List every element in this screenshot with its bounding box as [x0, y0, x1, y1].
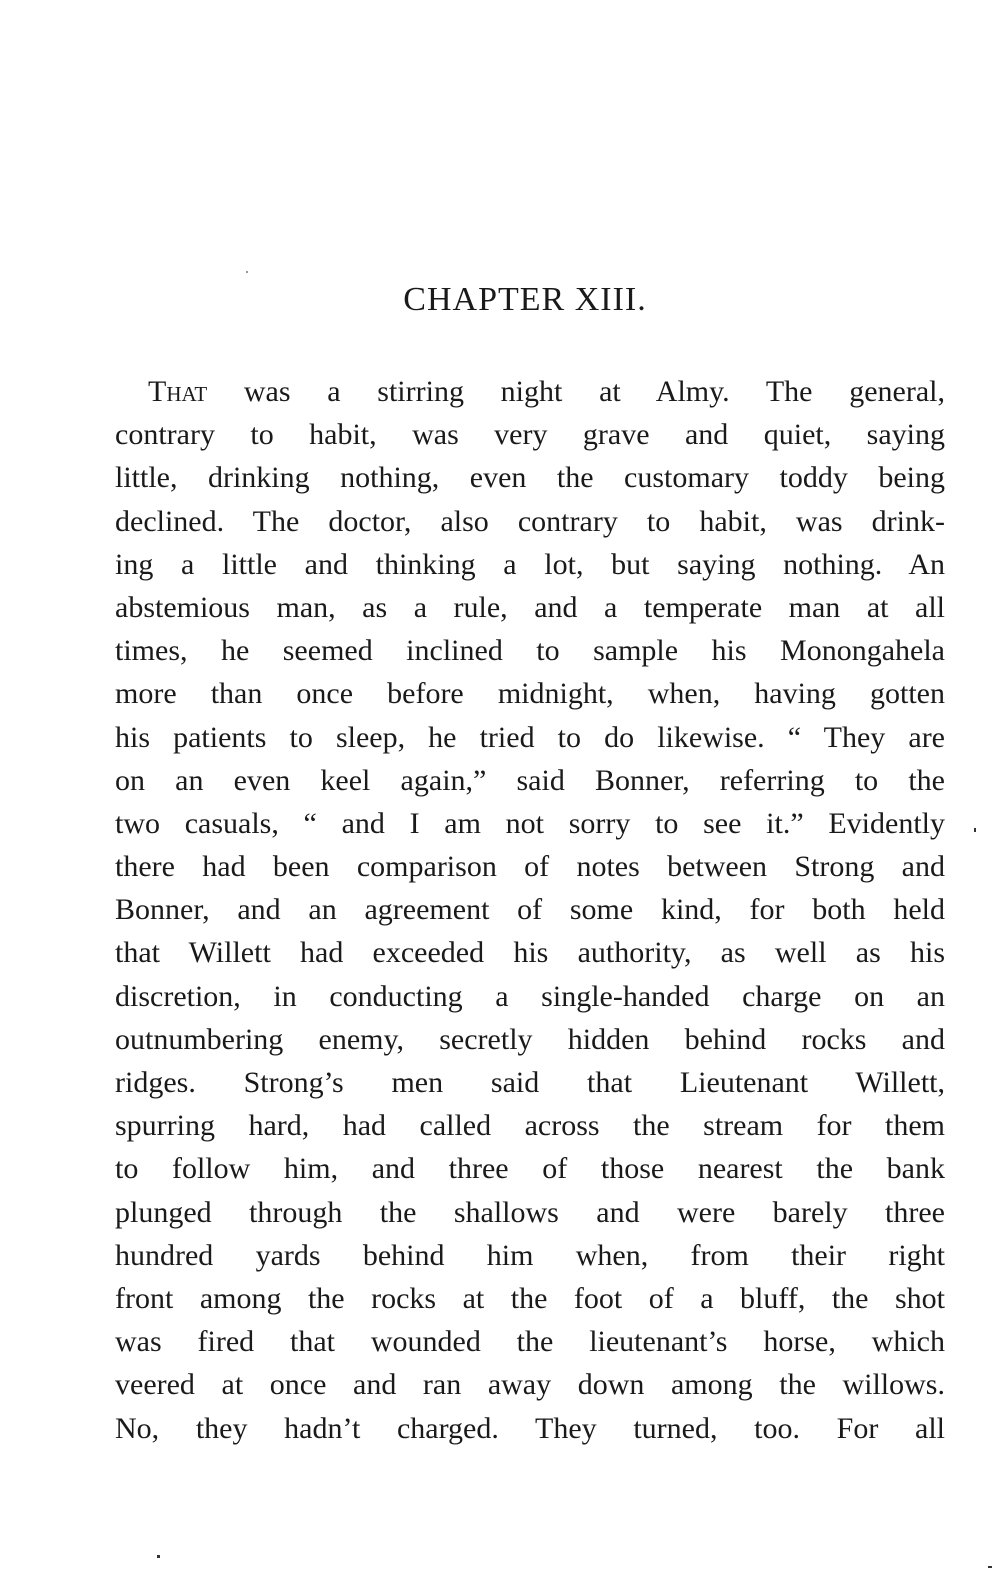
body-text — [115, 370, 945, 1450]
text-line: was fired that wounded the lieutenant’s horse, which — [115, 1325, 945, 1359]
text-line: Bonner, and an agreement of some kind, for both held — [115, 893, 945, 927]
text-line: outnumbering enemy, secretly hidden behind rocks and — [115, 1022, 945, 1056]
text-line: on an even keel again,” said Bonner, referring to the — [115, 763, 945, 797]
text-line — [115, 370, 945, 413]
text-line: there had been comparison of notes between Strong and — [115, 850, 945, 884]
text-line: two casuals, “ and I am not sorry to see it.” Evidently — [115, 806, 945, 840]
text-line: that Willett had exceeded his authority, as well as his — [115, 936, 945, 970]
chapter-heading: CHAPTER XIII. — [403, 281, 647, 318]
text-line: contrary to habit, was very grave and quiet, saying — [115, 418, 945, 452]
text-line: more than once before midnight, when, having gotten — [115, 677, 945, 711]
text-line: veered at once and ran away down among the willows. — [115, 1368, 945, 1402]
text-line: spurring hard, had called across the stream for them — [115, 1109, 945, 1143]
text-line: little, drinking nothing, even the customary toddy being — [115, 461, 945, 495]
lead-word: That — [148, 375, 208, 408]
text-line: abstemious man, as a rule, and a temperate man at all — [115, 590, 945, 624]
text-line: ing a little and thinking a lot, but saying nothing. An — [115, 547, 945, 581]
text-line: ridges. Strong’s men said that Lieutenant Willett, — [115, 1066, 945, 1099]
scan-speck — [246, 271, 248, 273]
first-line-rest: was a stirring night at Almy. The general, — [207, 375, 945, 408]
text-line: declined. The doctor, also contrary to habit, was drink- — [115, 504, 945, 538]
text-line: his patients to sleep, he tried to do likewise. “ They are — [115, 720, 945, 754]
scan-speck — [974, 828, 976, 832]
text-line: times, he seemed inclined to sample his Monongahela — [115, 634, 945, 668]
text-line: discretion, in conducting a single-handed charge on an — [115, 979, 945, 1013]
text-line: No, they hadn’t charged. They turned, too. For all — [115, 1411, 945, 1445]
scan-speck — [988, 1566, 992, 1568]
scan-speck — [157, 1555, 160, 1558]
text-line: to follow him, and three of those nearest the bank — [115, 1152, 945, 1186]
text-line: hundred yards behind him when, from their right — [115, 1238, 945, 1272]
text-line: plunged through the shallows and were barely three — [115, 1195, 945, 1229]
text-line: front among the rocks at the foot of a bluff, the shot — [115, 1281, 945, 1315]
